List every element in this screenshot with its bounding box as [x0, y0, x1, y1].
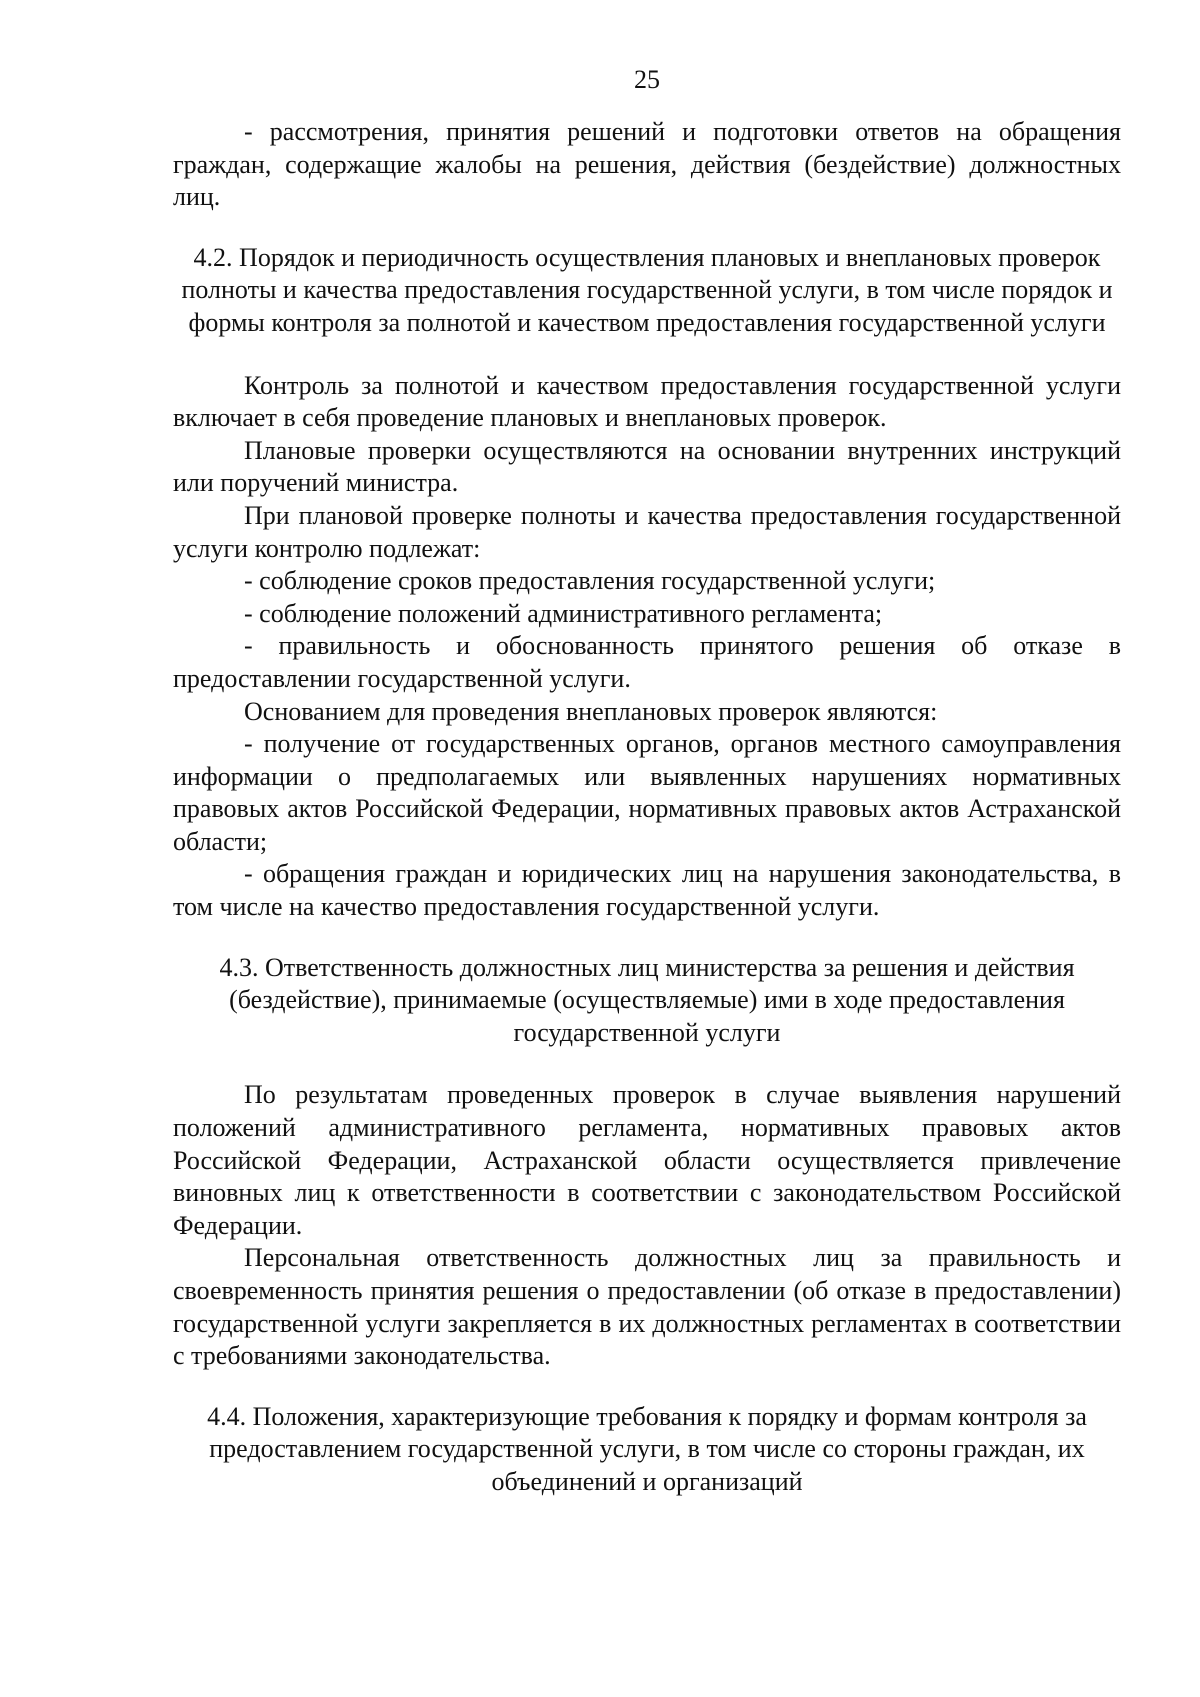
spacer — [173, 924, 1121, 952]
intro-list-item: - рассмотрения, принятия решений и подготовки ответов на обращения граждан, содержащие жалобы на решения, действия (бездействие) должностных лиц. — [173, 117, 1121, 212]
paragraph: Плановые проверки осуществляются на основании внутренних инструкций или поручений министра. — [173, 435, 1121, 498]
section-4-2-body — [173, 370, 1121, 924]
list-item: - обращения граждан и юридических лиц на нарушения законодательства, в том числе на качество предоставления государственной услуги. — [173, 859, 1121, 922]
spacer — [173, 1373, 1121, 1401]
paragraph: При плановой проверке полноты и качества предоставления государственной услуги контролю подлежат: — [173, 500, 1121, 563]
section-4-3-heading: 4.3. Ответственность должностных лиц министерства за решения и действия (бездействие), принимаемые (осуществляемые) ими в ходе предоставления государственной услуги — [219, 952, 1075, 1047]
document-page — [173, 64, 1121, 1499]
section-4-2-heading: 4.2. Порядок и периодичность осуществления плановых и внеплановых проверок полноты и качества предоставления государственной услуги, в том числе порядок и формы контроля за полнотой и качеством предоставления государственной услуги — [181, 242, 1113, 337]
paragraph: По результатам проведенных проверок в случае выявления нарушений положений административного регламента, нормативных правовых актов Российской Федерации, Астраханской области осуществляется привлечение виновных лиц к ответственности в соответствии с законодательством Российской Федерации. — [173, 1080, 1121, 1240]
list-item: - соблюдение положений административного регламента; — [244, 598, 883, 628]
page-number: 25 — [634, 65, 660, 94]
section-4-4-heading: 4.4. Положения, характеризующие требования к порядку и формам контроля за предоставлением государственной услуги, в том числе со стороны граждан, их объединений и организаций — [207, 1401, 1087, 1496]
list-item: - соблюдение сроков предоставления государственной услуги; — [244, 566, 936, 596]
spacer — [173, 1049, 1121, 1079]
list-item: - получение от государственных органов, органов местного самоуправления информации о предполагаемых или выявленных нарушениях нормативных правовых актов Российской Федерации, нормативных правовых актов Астраханской области; — [173, 729, 1121, 856]
paragraph: Контроль за полнотой и качеством предоставления государственной услуги включает в себя проведение плановых и внеплановых проверок. — [173, 370, 1121, 433]
list-item: - правильность и обоснованность принятого решения об отказе в предоставлении государственной услуги. — [173, 631, 1121, 693]
paragraph: Основанием для проведения внеплановых проверок являются: — [244, 696, 938, 726]
section-4-3-body — [173, 1079, 1121, 1372]
paragraph: Персональная ответственность должностных лиц за правильность и своевременность принятия решения о предоставлении (об отказе в предоставлении) государственной услуги закрепляется в их должностных регламентах в соответствии с требованиями законодательства. — [173, 1243, 1121, 1371]
spacer — [173, 340, 1121, 370]
spacer — [173, 214, 1121, 242]
